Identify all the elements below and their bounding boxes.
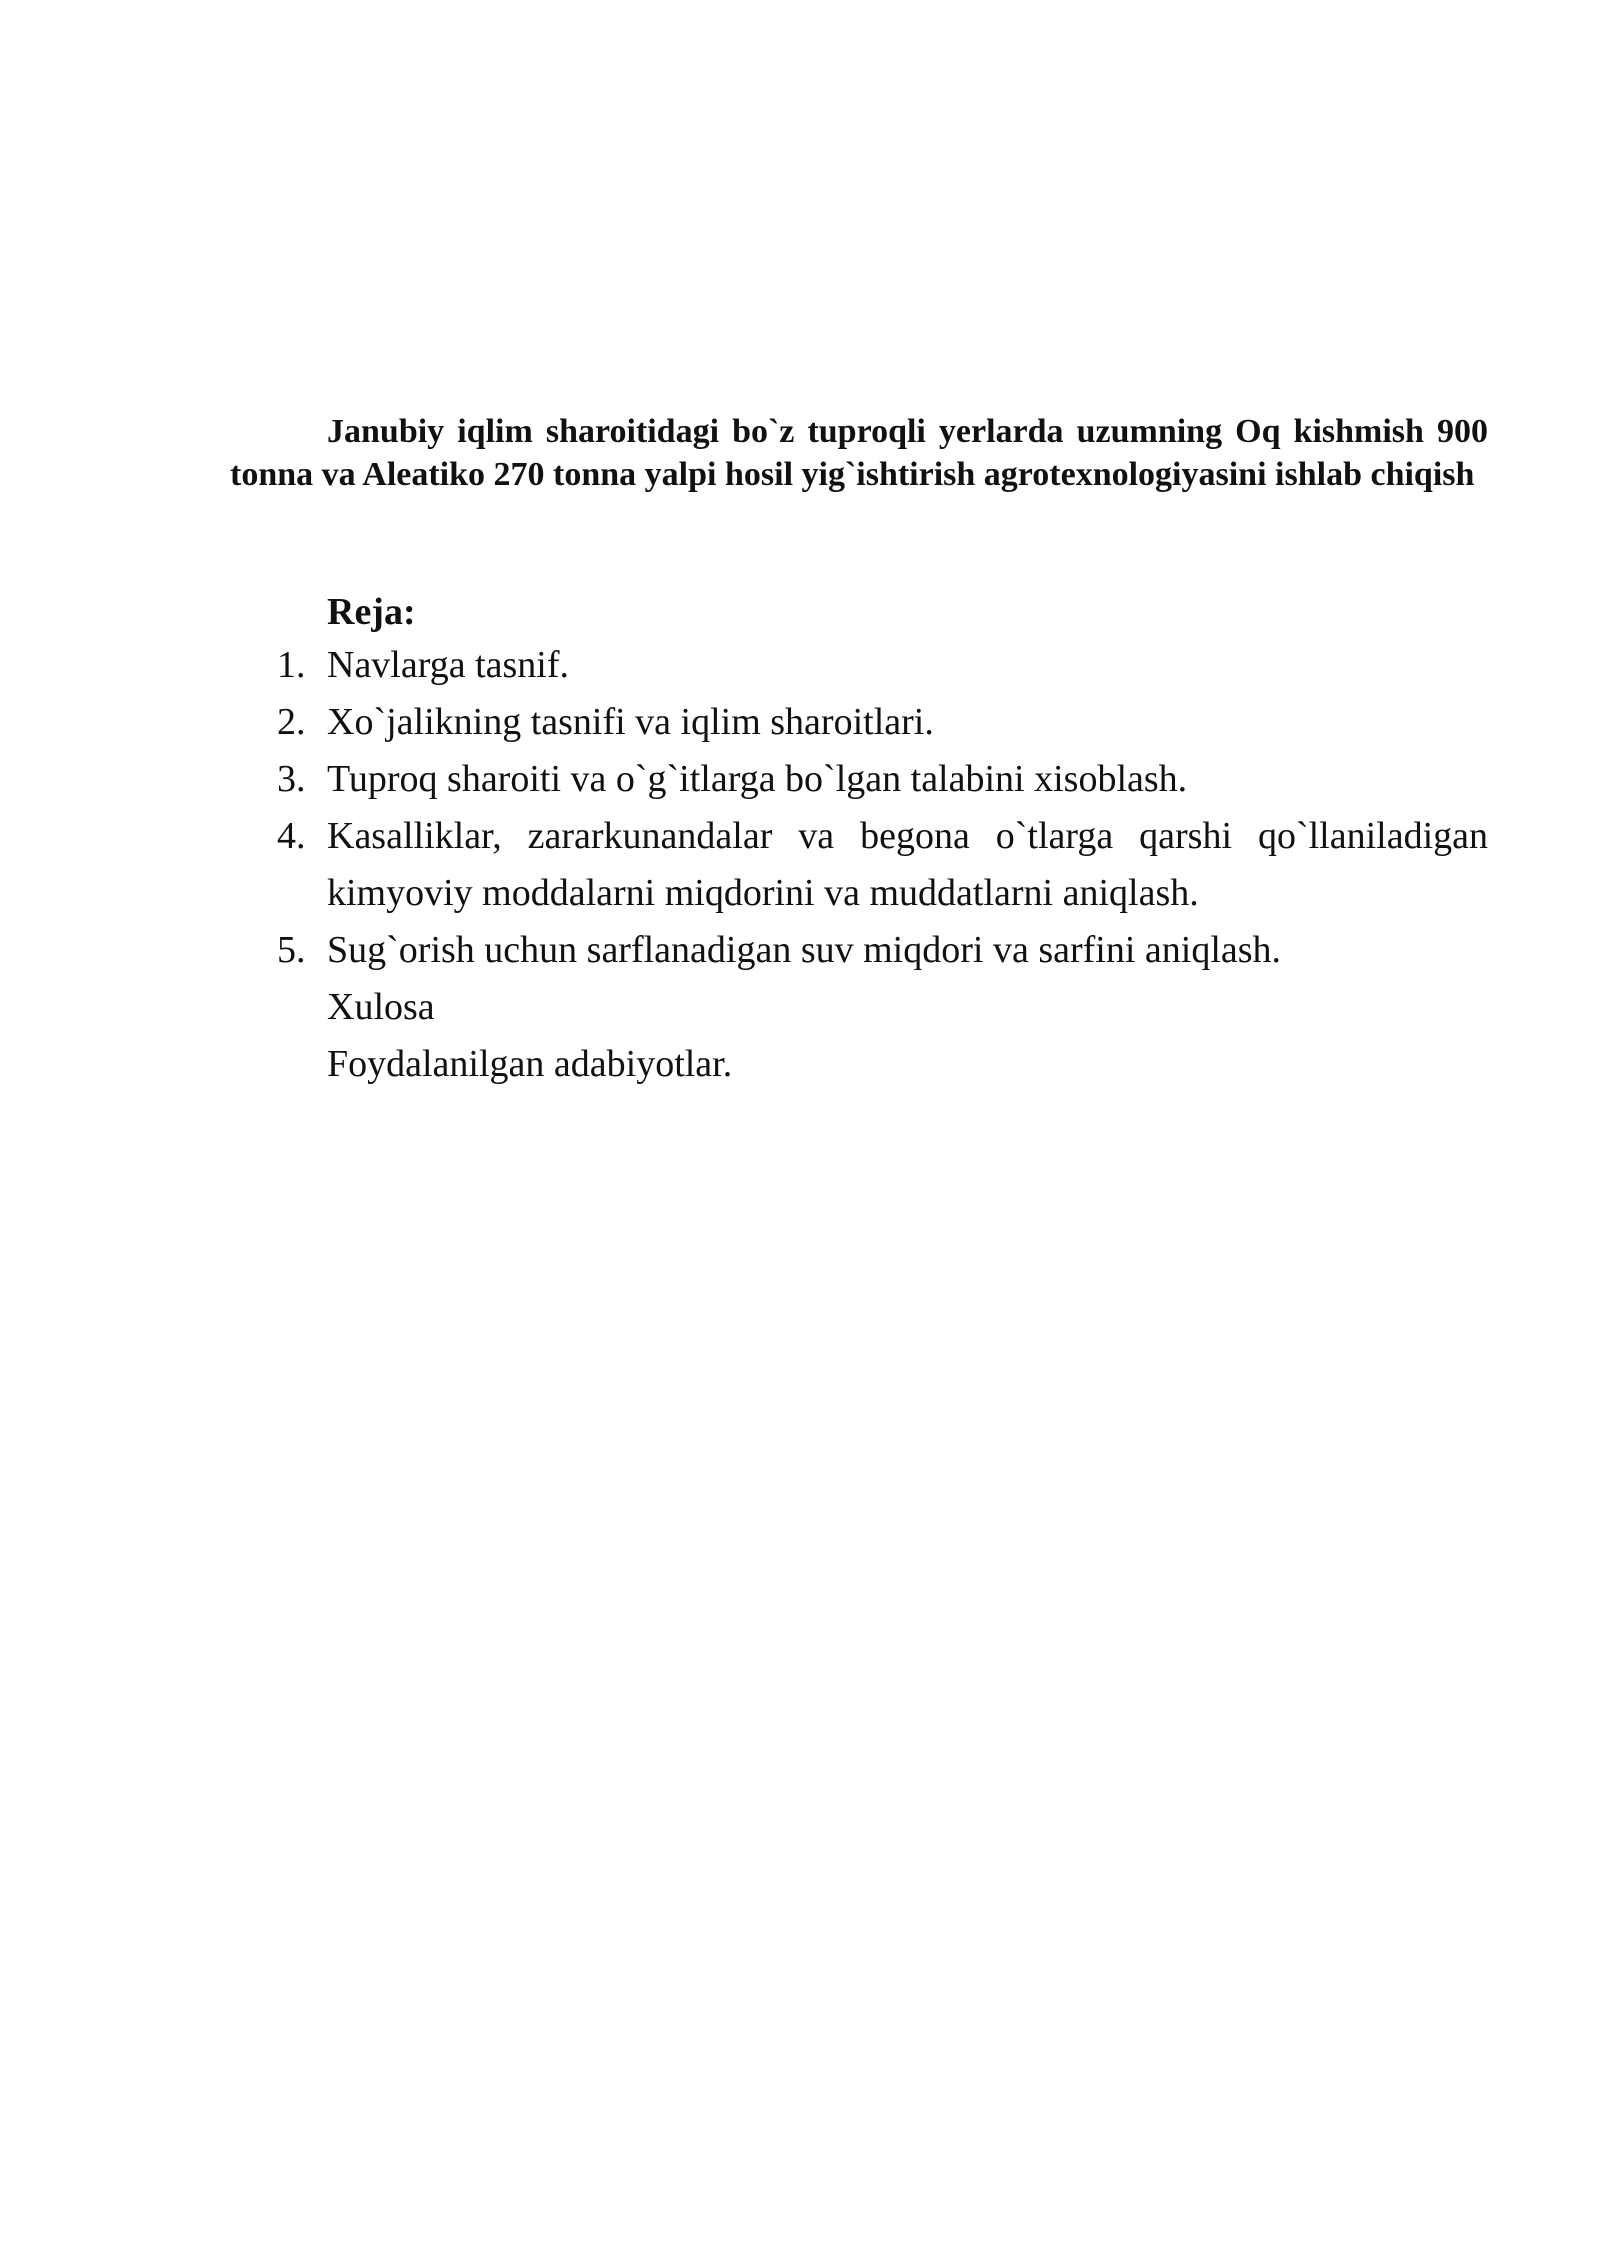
plan-item	[230, 694, 1488, 751]
plan-item	[230, 637, 1488, 694]
references-line: Foydalanilgan adabiyotlar.	[327, 1043, 733, 1085]
plan-item-text: Xo`jalikning tasnifi va iqlim sharoitlari.	[327, 701, 934, 743]
plan-item-number: 5.	[277, 929, 306, 971]
plan-item-text: Navlarga tasnif.	[327, 644, 569, 686]
document-title: Janubiy iqlim sharoitidagi bo`z tuproqli yerlarda uzumning Oq kishmish 900 tonna va Aleatiko 270 tonna yalpi hosil yig`ishtirish agrotexnologiyasini ishlab chiqish	[230, 413, 1488, 493]
plan-item-number: 4.	[277, 815, 306, 857]
plan-list	[230, 637, 1488, 979]
plan-section	[230, 587, 1488, 1093]
plan-heading: Reja:	[327, 591, 416, 633]
plan-item-text: Tuproq sharoiti va o`g`itlarga bo`lgan talabini xisoblash.	[327, 758, 1188, 800]
plan-item-number: 3.	[277, 758, 306, 800]
plan-item-number: 2.	[277, 701, 306, 743]
plan-item-text: Sug`orish uchun sarflanadigan suv miqdori va sarfini aniqlash.	[327, 929, 1282, 971]
plan-item-text: Kasalliklar, zararkunandalar va begona o`tlarga qarshi qo`llaniladigan kimyoviy moddalarni miqdorini va muddatlarni aniqlash.	[327, 815, 1488, 914]
conclusion-line: Xulosa	[327, 986, 435, 1028]
plan-item-number: 1.	[277, 644, 306, 686]
plan-item	[230, 751, 1488, 808]
plan-item	[230, 922, 1488, 979]
plan-item	[230, 808, 1488, 922]
